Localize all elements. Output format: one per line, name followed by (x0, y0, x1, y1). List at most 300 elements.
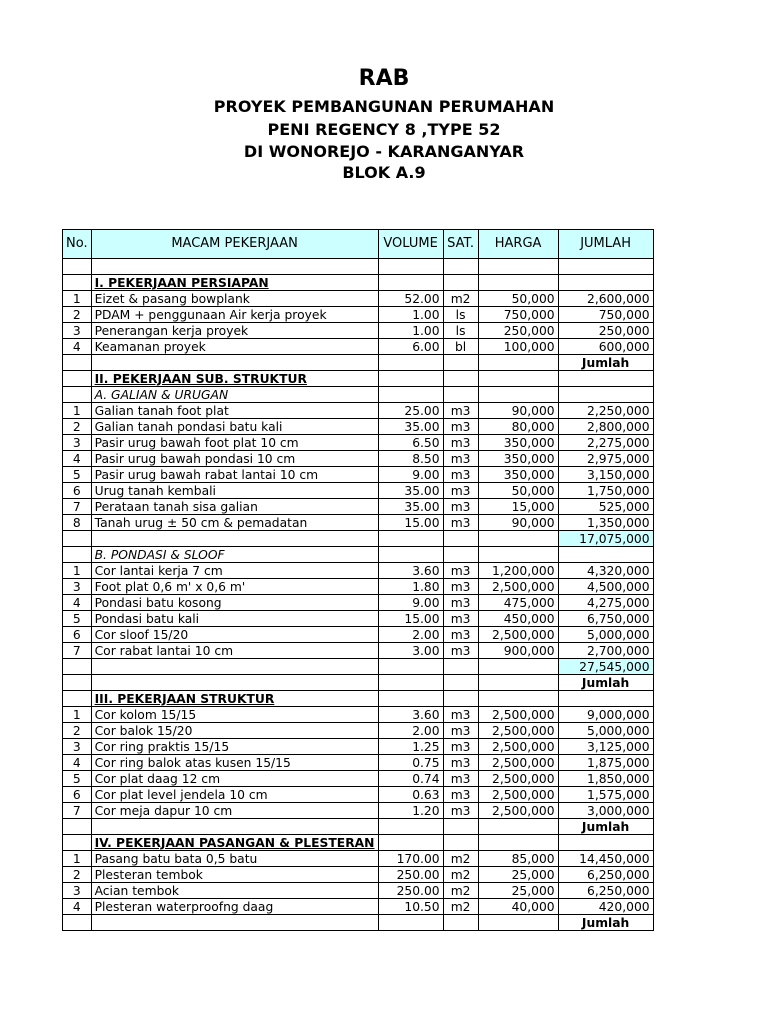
row-unit: m3 (443, 755, 478, 771)
row-description-empty (91, 531, 378, 547)
row-description: Pasir urug bawah foot plat 10 cm (91, 435, 378, 451)
col-header-no: No. (63, 230, 92, 259)
row-jumlah: 525,000 (558, 499, 653, 515)
row-unit: m3 (443, 419, 478, 435)
jumlah-label: Jumlah (558, 675, 653, 691)
row-volume-empty (378, 531, 443, 547)
table-header-row (63, 230, 654, 259)
row-harga-empty (478, 835, 558, 851)
row-unit: m3 (443, 787, 478, 803)
row-description: Pasir urug bawah pondasi 10 cm (91, 451, 378, 467)
table-row (63, 627, 654, 643)
row-jumlah-empty (558, 835, 653, 851)
table-row (63, 515, 654, 531)
row-harga-empty (478, 915, 558, 931)
row-harga: 475,000 (478, 595, 558, 611)
row-harga: 50,000 (478, 483, 558, 499)
row-harga: 15,000 (478, 499, 558, 515)
table-row (63, 883, 654, 899)
table-row (63, 899, 654, 915)
row-unit: m3 (443, 803, 478, 819)
row-number: 4 (63, 755, 92, 771)
row-jumlah: 250,000 (558, 323, 653, 339)
row-description: Penerangan kerja proyek (91, 323, 378, 339)
row-harga: 2,500,000 (478, 723, 558, 739)
row-harga: 2,500,000 (478, 739, 558, 755)
table-row (63, 563, 654, 579)
row-description: Cor rabat lantai 10 cm (91, 643, 378, 659)
row-jumlah: 1,850,000 (558, 771, 653, 787)
row-description: Cor plat level jendela 10 cm (91, 787, 378, 803)
row-harga: 2,500,000 (478, 707, 558, 723)
col-header-jumlah: JUMLAH (558, 230, 653, 259)
row-volume: 3.00 (378, 643, 443, 659)
table-row (63, 723, 654, 739)
row-volume: 1.80 (378, 579, 443, 595)
row-volume: 10.50 (378, 899, 443, 915)
row-description: Acian tembok (91, 883, 378, 899)
project-block: BLOK A.9 (342, 163, 426, 182)
row-harga: 90,000 (478, 515, 558, 531)
row-number-empty (63, 915, 92, 931)
subtotal-value: 27,545,000 (558, 659, 653, 675)
row-number: 4 (63, 451, 92, 467)
row-number-empty (63, 259, 92, 275)
row-description: Perataan tanah sisa galian (91, 499, 378, 515)
row-description-empty (91, 675, 378, 691)
row-volume: 9.00 (378, 595, 443, 611)
col-header-sat: SAT. (443, 230, 478, 259)
row-number: 2 (63, 307, 92, 323)
row-volume: 3.60 (378, 707, 443, 723)
row-unit: m3 (443, 403, 478, 419)
row-unit: m3 (443, 723, 478, 739)
row-jumlah: 1,875,000 (558, 755, 653, 771)
row-description-empty (91, 819, 378, 835)
row-harga: 350,000 (478, 467, 558, 483)
subsection-heading: A. GALIAN & URUGAN (91, 387, 378, 403)
table-row (63, 579, 654, 595)
row-volume: 2.00 (378, 723, 443, 739)
row-number: 1 (63, 563, 92, 579)
row-jumlah-empty (558, 691, 653, 707)
row-jumlah: 9,000,000 (558, 707, 653, 723)
subsection-heading: B. PONDASI & SLOOF (91, 547, 378, 563)
row-harga-empty (478, 819, 558, 835)
row-description: Pasir urug bawah rabat lantai 10 cm (91, 467, 378, 483)
jumlah-label: Jumlah (558, 819, 653, 835)
row-volume: 15.00 (378, 515, 443, 531)
row-unit: m3 (443, 643, 478, 659)
row-volume: 35.00 (378, 483, 443, 499)
row-volume: 52.00 (378, 291, 443, 307)
row-jumlah: 2,800,000 (558, 419, 653, 435)
table-row (63, 467, 654, 483)
section-row (63, 275, 654, 291)
row-harga: 80,000 (478, 419, 558, 435)
row-number-empty (63, 835, 92, 851)
row-volume: 250.00 (378, 883, 443, 899)
row-harga: 2,500,000 (478, 787, 558, 803)
row-unit: m2 (443, 291, 478, 307)
row-jumlah: 6,750,000 (558, 611, 653, 627)
table-row (63, 499, 654, 515)
row-unit: m3 (443, 579, 478, 595)
row-harga: 100,000 (478, 339, 558, 355)
row-harga: 250,000 (478, 323, 558, 339)
row-description: Pondasi batu kosong (91, 595, 378, 611)
row-volume: 9.00 (378, 467, 443, 483)
table-row (63, 451, 654, 467)
row-harga: 2,500,000 (478, 771, 558, 787)
row-volume: 6.00 (378, 339, 443, 355)
row-volume-empty (378, 835, 443, 851)
row-number-empty (63, 355, 92, 371)
row-harga-empty (478, 259, 558, 275)
row-number: 5 (63, 611, 92, 627)
row-number: 5 (63, 771, 92, 787)
row-number: 2 (63, 867, 92, 883)
row-description: Plesteran tembok (91, 867, 378, 883)
row-number-empty (63, 371, 92, 387)
row-description: Cor ring balok atas kusen 15/15 (91, 755, 378, 771)
table-row (63, 595, 654, 611)
section-heading: I. PEKERJAAN PERSIAPAN (91, 275, 378, 291)
row-unit: m3 (443, 707, 478, 723)
jumlah-row (63, 915, 654, 931)
row-description: Cor meja dapur 10 cm (91, 803, 378, 819)
table-row (63, 851, 654, 867)
row-harga-empty (478, 547, 558, 563)
row-volume: 1.20 (378, 803, 443, 819)
row-harga: 85,000 (478, 851, 558, 867)
row-unit: m3 (443, 515, 478, 531)
row-description: Cor kolom 15/15 (91, 707, 378, 723)
row-number: 3 (63, 739, 92, 755)
row-jumlah: 2,600,000 (558, 291, 653, 307)
row-description: Keamanan proyek (91, 339, 378, 355)
row-volume: 250.00 (378, 867, 443, 883)
row-number-empty (63, 275, 92, 291)
rab-table (62, 229, 654, 931)
row-jumlah: 1,575,000 (558, 787, 653, 803)
row-jumlah: 14,450,000 (558, 851, 653, 867)
row-harga: 2,500,000 (478, 803, 558, 819)
row-description-empty (91, 915, 378, 931)
row-description: Plesteran waterproofng daag (91, 899, 378, 915)
row-unit-empty (443, 547, 478, 563)
row-harga: 25,000 (478, 883, 558, 899)
rab-table-body (63, 230, 654, 931)
section-row (63, 691, 654, 707)
table-row (63, 803, 654, 819)
table-row (63, 739, 654, 755)
jumlah-label: Jumlah (558, 355, 653, 371)
table-row (63, 419, 654, 435)
row-unit: m3 (443, 467, 478, 483)
row-unit: ls (443, 307, 478, 323)
row-number: 4 (63, 339, 92, 355)
row-volume: 6.50 (378, 435, 443, 451)
row-harga-empty (478, 659, 558, 675)
row-unit-empty (443, 675, 478, 691)
row-description: Cor balok 15/20 (91, 723, 378, 739)
table-row (63, 787, 654, 803)
row-jumlah: 2,700,000 (558, 643, 653, 659)
table-row (63, 291, 654, 307)
row-harga: 25,000 (478, 867, 558, 883)
table-row (63, 403, 654, 419)
row-harga-empty (478, 371, 558, 387)
subsection-row (63, 387, 654, 403)
row-description: Galian tanah foot plat (91, 403, 378, 419)
row-number-empty (63, 531, 92, 547)
row-harga: 900,000 (478, 643, 558, 659)
row-number: 1 (63, 403, 92, 419)
row-jumlah: 3,125,000 (558, 739, 653, 755)
row-number-empty (63, 691, 92, 707)
row-volume: 3.60 (378, 563, 443, 579)
row-unit: m3 (443, 611, 478, 627)
row-unit-empty (443, 659, 478, 675)
row-description: Urug tanah kembali (91, 483, 378, 499)
row-unit-empty (443, 531, 478, 547)
row-number: 7 (63, 643, 92, 659)
row-harga-empty (478, 675, 558, 691)
row-number: 6 (63, 483, 92, 499)
row-harga-empty (478, 531, 558, 547)
row-harga: 2,500,000 (478, 579, 558, 595)
row-unit-empty (443, 275, 478, 291)
row-number: 5 (63, 467, 92, 483)
row-jumlah-empty (558, 387, 653, 403)
row-number-empty (63, 387, 92, 403)
row-unit: m2 (443, 883, 478, 899)
project-subtitle: PENI REGENCY 8 ,TYPE 52 (267, 120, 501, 139)
row-unit: m3 (443, 483, 478, 499)
section-row (63, 371, 654, 387)
row-unit: m3 (443, 499, 478, 515)
row-unit: m3 (443, 627, 478, 643)
jumlah-row (63, 819, 654, 835)
row-number: 3 (63, 435, 92, 451)
row-description: Eizet & pasang bowplank (91, 291, 378, 307)
row-volume-empty (378, 387, 443, 403)
row-description: Tanah urug ± 50 cm & pemadatan (91, 515, 378, 531)
row-volume-empty (378, 547, 443, 563)
row-number-empty (63, 819, 92, 835)
row-unit: m3 (443, 771, 478, 787)
table-row (63, 323, 654, 339)
row-volume-empty (378, 659, 443, 675)
row-jumlah-empty (558, 371, 653, 387)
row-jumlah: 750,000 (558, 307, 653, 323)
row-volume: 0.75 (378, 755, 443, 771)
row-unit: bl (443, 339, 478, 355)
row-volume-empty (378, 355, 443, 371)
row-volume: 1.25 (378, 739, 443, 755)
row-unit-empty (443, 371, 478, 387)
row-unit: m2 (443, 899, 478, 915)
project-name: PROYEK PEMBANGUNAN PERUMAHAN (213, 97, 555, 116)
subsection-row (63, 547, 654, 563)
row-harga: 2,500,000 (478, 627, 558, 643)
row-description-empty (91, 259, 378, 275)
table-row (63, 707, 654, 723)
row-harga: 350,000 (478, 451, 558, 467)
document-title: RAB (358, 66, 410, 91)
row-description-empty (91, 355, 378, 371)
row-unit: m3 (443, 739, 478, 755)
row-number-empty (63, 659, 92, 675)
row-unit-empty (443, 835, 478, 851)
row-description: Foot plat 0,6 m' x 0,6 m' (91, 579, 378, 595)
row-unit: m3 (443, 451, 478, 467)
col-header-volume: VOLUME (378, 230, 443, 259)
row-unit-empty (443, 355, 478, 371)
row-harga: 40,000 (478, 899, 558, 915)
row-description: Pasang batu bata 0,5 batu (91, 851, 378, 867)
row-volume: 0.74 (378, 771, 443, 787)
row-harga-empty (478, 691, 558, 707)
empty-row (63, 259, 654, 275)
row-volume-empty (378, 371, 443, 387)
row-jumlah: 2,975,000 (558, 451, 653, 467)
row-volume: 2.00 (378, 627, 443, 643)
row-number: 3 (63, 579, 92, 595)
row-unit: m3 (443, 435, 478, 451)
row-volume: 170.00 (378, 851, 443, 867)
row-harga-empty (478, 275, 558, 291)
row-jumlah: 1,750,000 (558, 483, 653, 499)
row-volume: 0.63 (378, 787, 443, 803)
row-harga: 50,000 (478, 291, 558, 307)
subtotal-row (63, 531, 654, 547)
table-row (63, 755, 654, 771)
subtotal-row (63, 659, 654, 675)
row-volume: 35.00 (378, 499, 443, 515)
row-unit-empty (443, 259, 478, 275)
row-volume: 8.50 (378, 451, 443, 467)
table-row (63, 435, 654, 451)
row-description: Cor plat daag 12 cm (91, 771, 378, 787)
row-volume-empty (378, 915, 443, 931)
row-volume: 1.00 (378, 323, 443, 339)
col-header-harga: HARGA (478, 230, 558, 259)
row-jumlah: 6,250,000 (558, 867, 653, 883)
row-volume: 1.00 (378, 307, 443, 323)
row-harga: 2,500,000 (478, 755, 558, 771)
row-harga: 750,000 (478, 307, 558, 323)
row-jumlah: 3,000,000 (558, 803, 653, 819)
row-description: Cor lantai kerja 7 cm (91, 563, 378, 579)
row-volume: 35.00 (378, 419, 443, 435)
row-harga-empty (478, 355, 558, 371)
row-description: Cor sloof 15/20 (91, 627, 378, 643)
row-volume-empty (378, 259, 443, 275)
row-volume-empty (378, 691, 443, 707)
table-row (63, 339, 654, 355)
row-number: 7 (63, 499, 92, 515)
row-description: Cor ring praktis 15/15 (91, 739, 378, 755)
row-number: 6 (63, 787, 92, 803)
row-number: 4 (63, 899, 92, 915)
row-jumlah: 600,000 (558, 339, 653, 355)
row-jumlah: 3,150,000 (558, 467, 653, 483)
row-jumlah: 4,500,000 (558, 579, 653, 595)
project-location: DI WONOREJO - KARANGANYAR (243, 142, 525, 161)
row-number: 8 (63, 515, 92, 531)
table-row (63, 611, 654, 627)
row-harga: 1,200,000 (478, 563, 558, 579)
row-unit-empty (443, 819, 478, 835)
section-heading: IV. PEKERJAAN PASANGAN & PLESTERAN (91, 835, 378, 851)
row-unit-empty (443, 387, 478, 403)
table-row (63, 643, 654, 659)
row-volume-empty (378, 819, 443, 835)
row-jumlah: 1,350,000 (558, 515, 653, 531)
row-harga: 90,000 (478, 403, 558, 419)
row-jumlah: 6,250,000 (558, 883, 653, 899)
row-number-empty (63, 547, 92, 563)
row-number: 2 (63, 419, 92, 435)
table-row (63, 483, 654, 499)
col-header-macam-pekerjaan: MACAM PEKERJAAN (91, 230, 378, 259)
jumlah-row (63, 675, 654, 691)
row-description: Galian tanah pondasi batu kali (91, 419, 378, 435)
row-jumlah: 2,275,000 (558, 435, 653, 451)
row-number: 4 (63, 595, 92, 611)
row-unit-empty (443, 691, 478, 707)
row-unit: m2 (443, 867, 478, 883)
row-unit: m3 (443, 563, 478, 579)
row-harga: 450,000 (478, 611, 558, 627)
row-volume-empty (378, 675, 443, 691)
row-jumlah: 2,250,000 (558, 403, 653, 419)
row-number: 3 (63, 883, 92, 899)
row-description: Pondasi batu kali (91, 611, 378, 627)
row-unit-empty (443, 915, 478, 931)
table-row (63, 771, 654, 787)
table-row (63, 867, 654, 883)
row-number: 1 (63, 707, 92, 723)
row-number: 1 (63, 851, 92, 867)
row-number: 1 (63, 291, 92, 307)
section-heading: III. PEKERJAAN STRUKTUR (91, 691, 378, 707)
row-harga-empty (478, 387, 558, 403)
row-number: 7 (63, 803, 92, 819)
row-unit: m3 (443, 595, 478, 611)
jumlah-label: Jumlah (558, 915, 653, 931)
row-number: 3 (63, 323, 92, 339)
row-volume-empty (378, 275, 443, 291)
row-jumlah: 4,320,000 (558, 563, 653, 579)
row-volume: 25.00 (378, 403, 443, 419)
row-number: 6 (63, 627, 92, 643)
row-jumlah-empty (558, 547, 653, 563)
row-jumlah-empty (558, 275, 653, 291)
row-jumlah-empty (558, 259, 653, 275)
subtotal-value: 17,075,000 (558, 531, 653, 547)
row-jumlah: 420,000 (558, 899, 653, 915)
row-jumlah: 5,000,000 (558, 723, 653, 739)
row-jumlah: 5,000,000 (558, 627, 653, 643)
row-volume: 15.00 (378, 611, 443, 627)
row-number-empty (63, 675, 92, 691)
row-unit: ls (443, 323, 478, 339)
section-row (63, 835, 654, 851)
table-row (63, 307, 654, 323)
